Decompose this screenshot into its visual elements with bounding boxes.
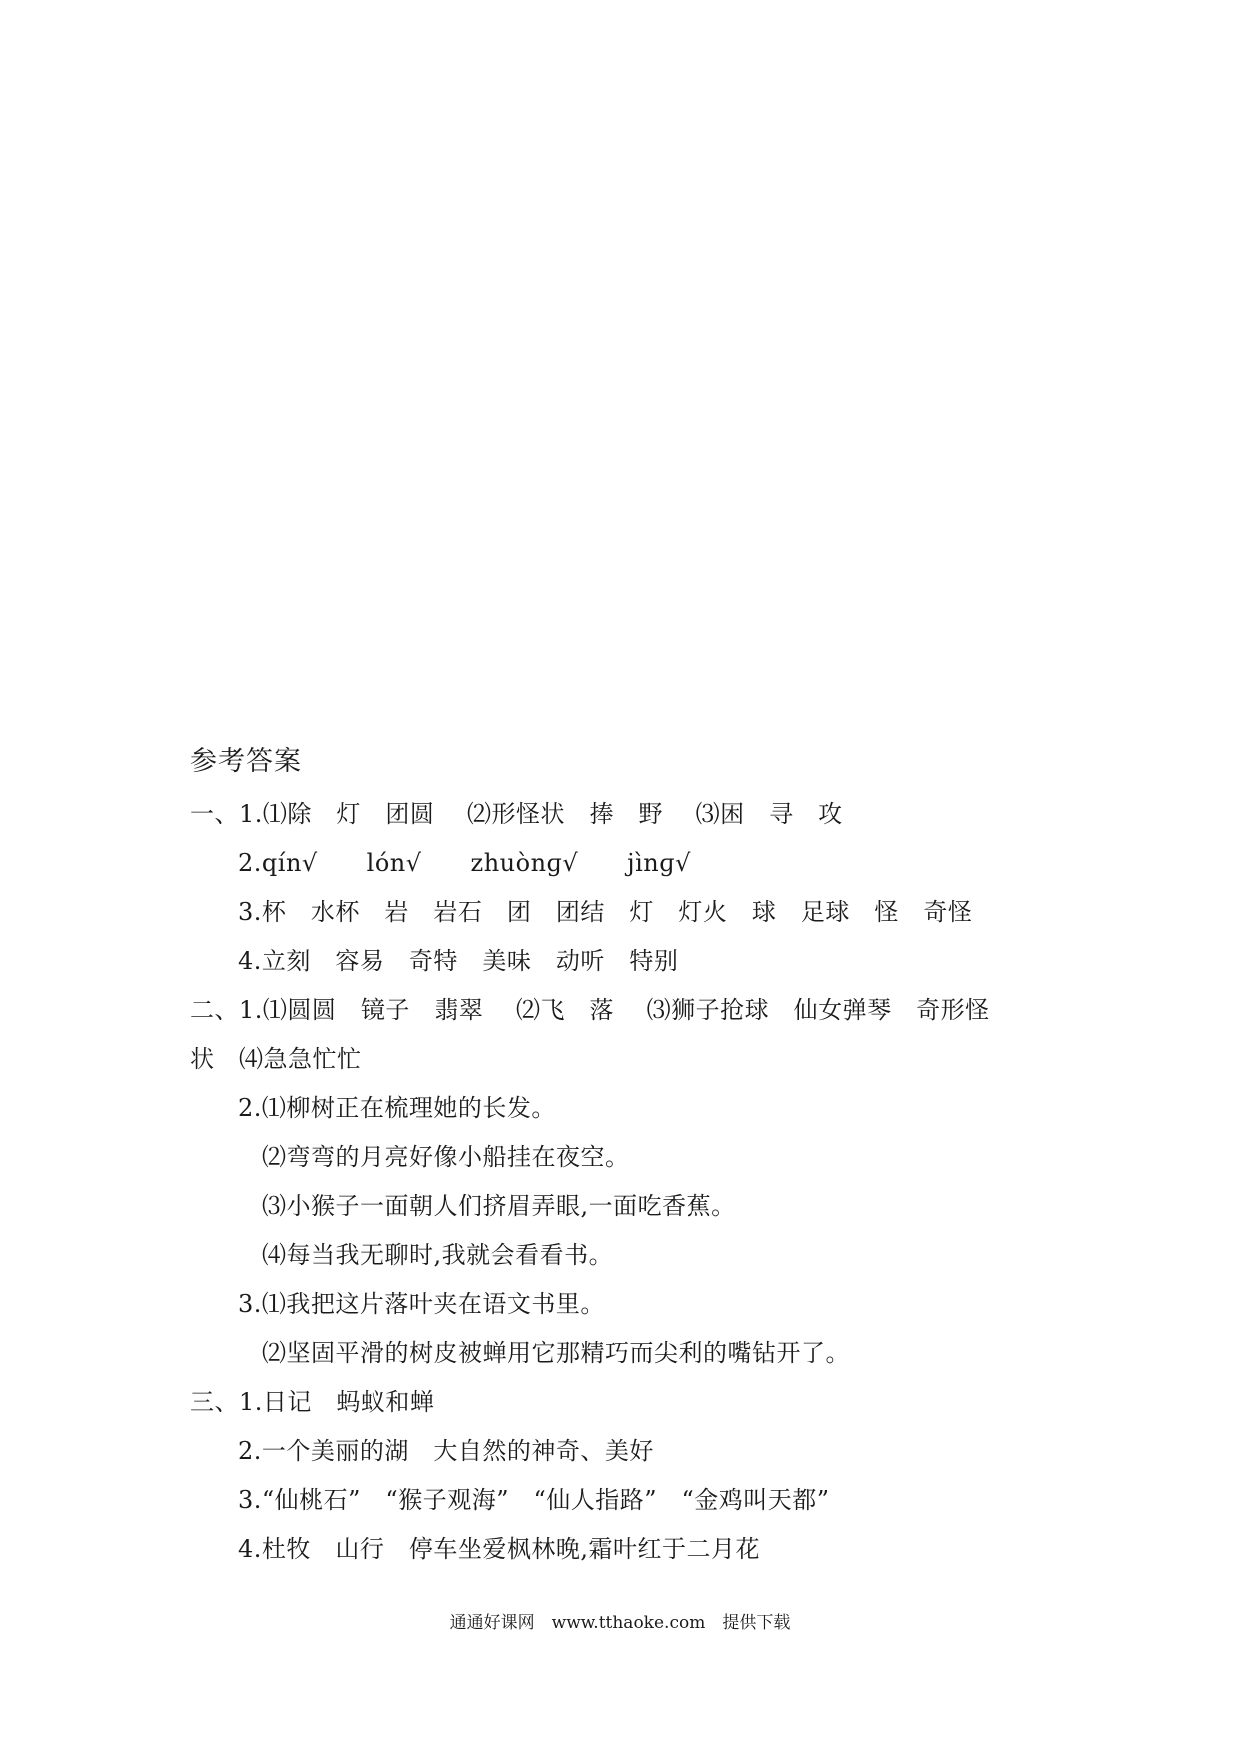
section-2-q2-3: ⑶小猴子一面朝人们挤眉弄眼,一面吃香蕉。 bbox=[262, 1192, 736, 1220]
section-2-q2-4: ⑷每当我无聊时,我就会看看书。 bbox=[262, 1241, 614, 1269]
answer-key bbox=[190, 740, 1080, 1574]
section-2-q1: 二、1.⑴圆圆 镜子 翡翠 ⑵飞 落 ⑶狮子抢球 仙女弹琴 奇形怪 bbox=[190, 996, 990, 1024]
section-2-q2-1: 2.⑴柳树正在梳理她的长发。 bbox=[238, 1094, 556, 1122]
section-3-q4: 4.杜牧 山行 停车坐爱枫林晚,霜叶红于二月花 bbox=[238, 1535, 761, 1563]
section-2-q2-2: ⑵弯弯的月亮好像小船挂在夜空。 bbox=[262, 1143, 630, 1171]
section-2-q1-continued: 状 ⑷急急忙忙 bbox=[190, 1045, 362, 1073]
section-3-q3: 3.“仙桃石” “猴子观海” “仙人指路” “金鸡叫天都” bbox=[238, 1486, 830, 1514]
section-2-q3-2: ⑵坚固平滑的树皮被蝉用它那精巧而尖利的嘴钻开了。 bbox=[262, 1339, 850, 1367]
section-1-q3: 3.杯 水杯 岩 岩石 团 团结 灯 灯火 球 足球 怪 奇怪 bbox=[238, 898, 973, 926]
section-1-q1: 一、1.⑴除 灯 团圆 ⑵形怪状 捧 野 ⑶困 寻 攻 bbox=[190, 800, 843, 828]
section-1-q2: 2.qín√ lón√ zhuònɡ√ jìnɡ√ bbox=[238, 849, 691, 877]
section-3-q1: 三、1.日记 蚂蚁和蝉 bbox=[190, 1388, 435, 1416]
answer-key-title: 参考答案 bbox=[190, 746, 302, 777]
page-footer: 通通好课网 www.tthaoke.com 提供下载 bbox=[449, 1613, 791, 1633]
section-1-q4: 4.立刻 容易 奇特 美味 动听 特别 bbox=[238, 947, 679, 975]
section-3-q2: 2.一个美丽的湖 大自然的神奇、美好 bbox=[238, 1437, 654, 1465]
section-2-q3-1: 3.⑴我把这片落叶夹在语文书里。 bbox=[238, 1290, 605, 1318]
